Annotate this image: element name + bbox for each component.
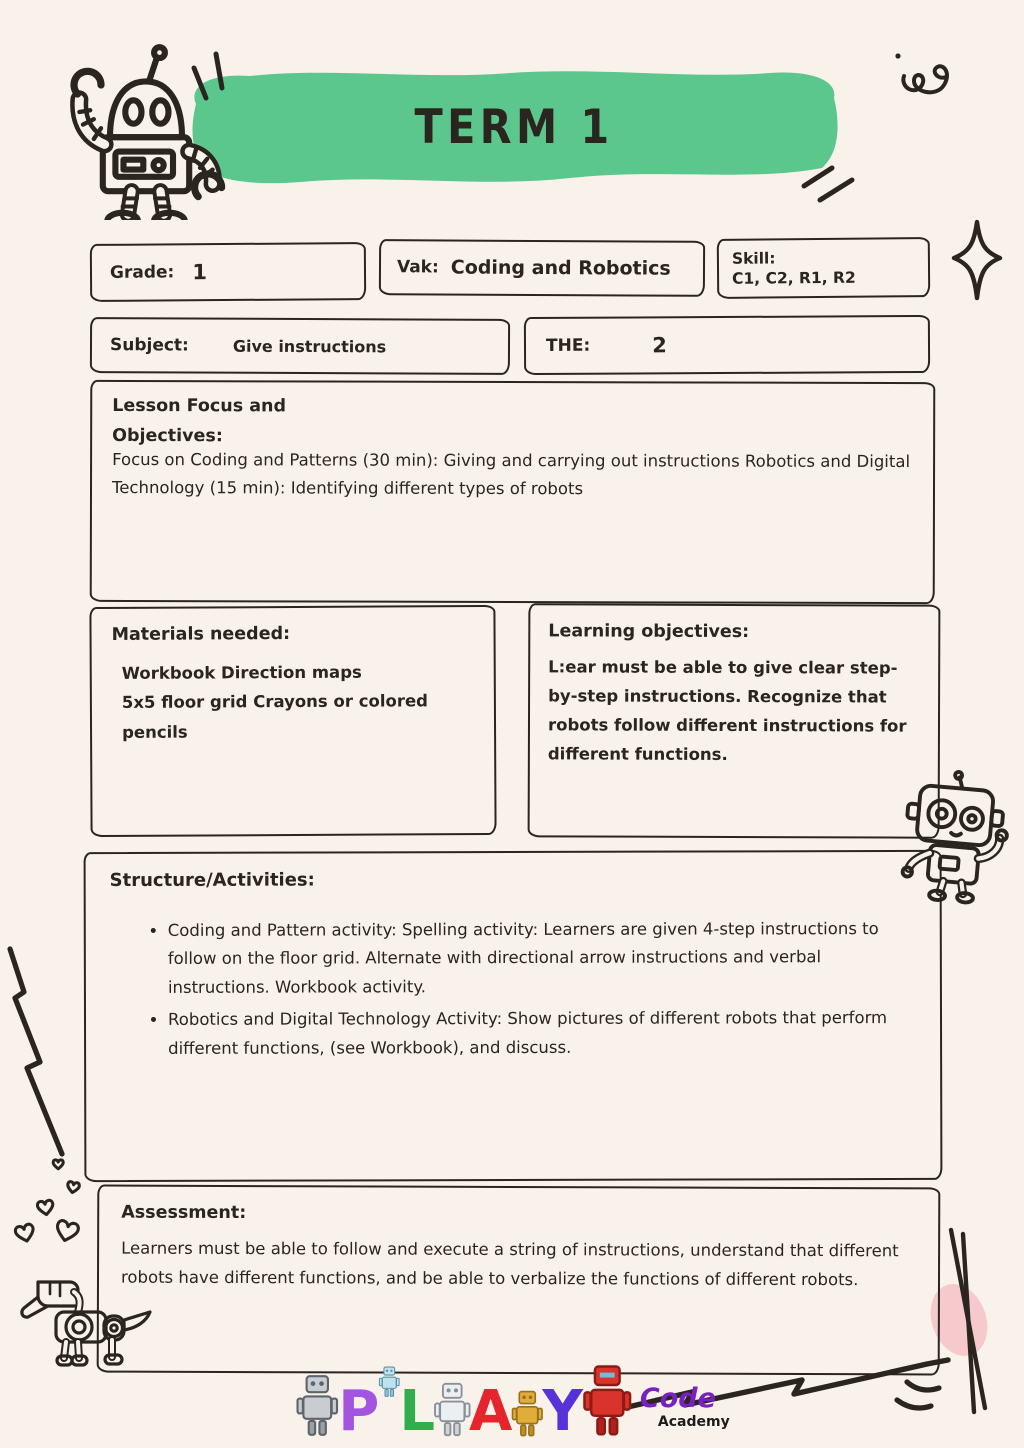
logo-letter-p: P bbox=[338, 1379, 380, 1445]
structure-activities-section bbox=[84, 850, 943, 1182]
grade-field bbox=[90, 242, 366, 302]
materials-item: Workbook Direction maps bbox=[121, 662, 362, 683]
lesson-focus-section bbox=[90, 380, 936, 604]
subject-value: Give instructions bbox=[232, 336, 387, 356]
materials-section bbox=[89, 605, 496, 837]
structure-bullet: • Robotics and Digital Technology Activity: Show pictures of different robots that perform different functions, (see Workbook), and discuss. bbox=[168, 1004, 906, 1063]
the-label: THE: bbox=[545, 335, 591, 356]
lightning-icon bbox=[2, 944, 70, 1159]
skill-field bbox=[717, 237, 931, 299]
vak-label: Vak: bbox=[396, 257, 439, 278]
structure-bullet: • Coding and Pattern activity: Spelling activity: Learners are given 4-step instructions to follow on the floor grid. Alternate with directional arrow instructions and verbal instructions. Workbook activity. bbox=[168, 915, 906, 1002]
vak-value: Coding and Robotics bbox=[450, 256, 671, 280]
assessment-body: Learners must be able to follow and execute a string of instructions, understand that different robots have different functions, and be able to verbalize the functions of different robots. bbox=[120, 1238, 899, 1290]
subject-label: Subject: bbox=[109, 335, 189, 356]
structure-title: Structure/Activities: bbox=[109, 869, 315, 892]
logo-letter-l: L bbox=[399, 1379, 436, 1445]
skill-label: Skill: bbox=[731, 249, 776, 268]
robot-dog-icon bbox=[18, 1270, 156, 1388]
learning-objectives-body: L:ear must be able to give clear step-by-step instructions. Recognize that robots follow different instructions for different functions. bbox=[547, 657, 907, 764]
assessment-title: Assessment: bbox=[121, 1202, 247, 1224]
learning-objectives-section bbox=[528, 603, 941, 838]
logo-code-text: Code bbox=[639, 1383, 716, 1414]
logo-letter-a: A bbox=[469, 1379, 513, 1445]
materials-title: Materials needed: bbox=[111, 624, 291, 645]
logo-robot-red-icon bbox=[581, 1364, 633, 1438]
skill-value: C1, C2, R1, R2 bbox=[732, 268, 856, 288]
materials-item: 5x5 floor grid Crayons or colored pencils bbox=[121, 691, 428, 742]
vak-field bbox=[379, 239, 705, 297]
subject-field bbox=[90, 317, 510, 375]
lesson-focus-body: Focus on Coding and Patterns (30 min): Giving and carrying out instructions Robotics and Digital Technology (15 min): Identifying different types of robots bbox=[111, 449, 911, 499]
waving-robot-icon bbox=[897, 770, 1019, 908]
logo-academy-text: Academy bbox=[657, 1414, 730, 1430]
the-value: 2 bbox=[652, 333, 667, 358]
emphasis-lines-icon bbox=[796, 156, 862, 208]
page-title: TERM 1 bbox=[414, 99, 614, 155]
the-field bbox=[524, 315, 930, 375]
sparkle-icon bbox=[948, 214, 1006, 306]
grade-value: 1 bbox=[192, 260, 208, 285]
logo-robot-cyan-icon bbox=[377, 1366, 401, 1398]
term-banner bbox=[180, 60, 848, 194]
assessment-section bbox=[97, 1185, 941, 1376]
lesson-focus-title-line2: Objectives: bbox=[112, 425, 223, 447]
logo-robot-gold-icon bbox=[510, 1390, 544, 1438]
logo-robot-grey-icon bbox=[294, 1374, 340, 1438]
grade-label: Grade: bbox=[109, 262, 175, 283]
play-code-academy-logo bbox=[294, 1364, 730, 1445]
logo-robot-white-icon bbox=[433, 1382, 471, 1438]
lesson-focus-title-line1: Lesson Focus and bbox=[112, 395, 287, 417]
robot-icon bbox=[56, 40, 236, 220]
squiggle-icon bbox=[890, 26, 970, 104]
logo-letter-y: Y bbox=[542, 1379, 583, 1445]
learning-objectives-title: Learning objectives: bbox=[548, 621, 750, 643]
